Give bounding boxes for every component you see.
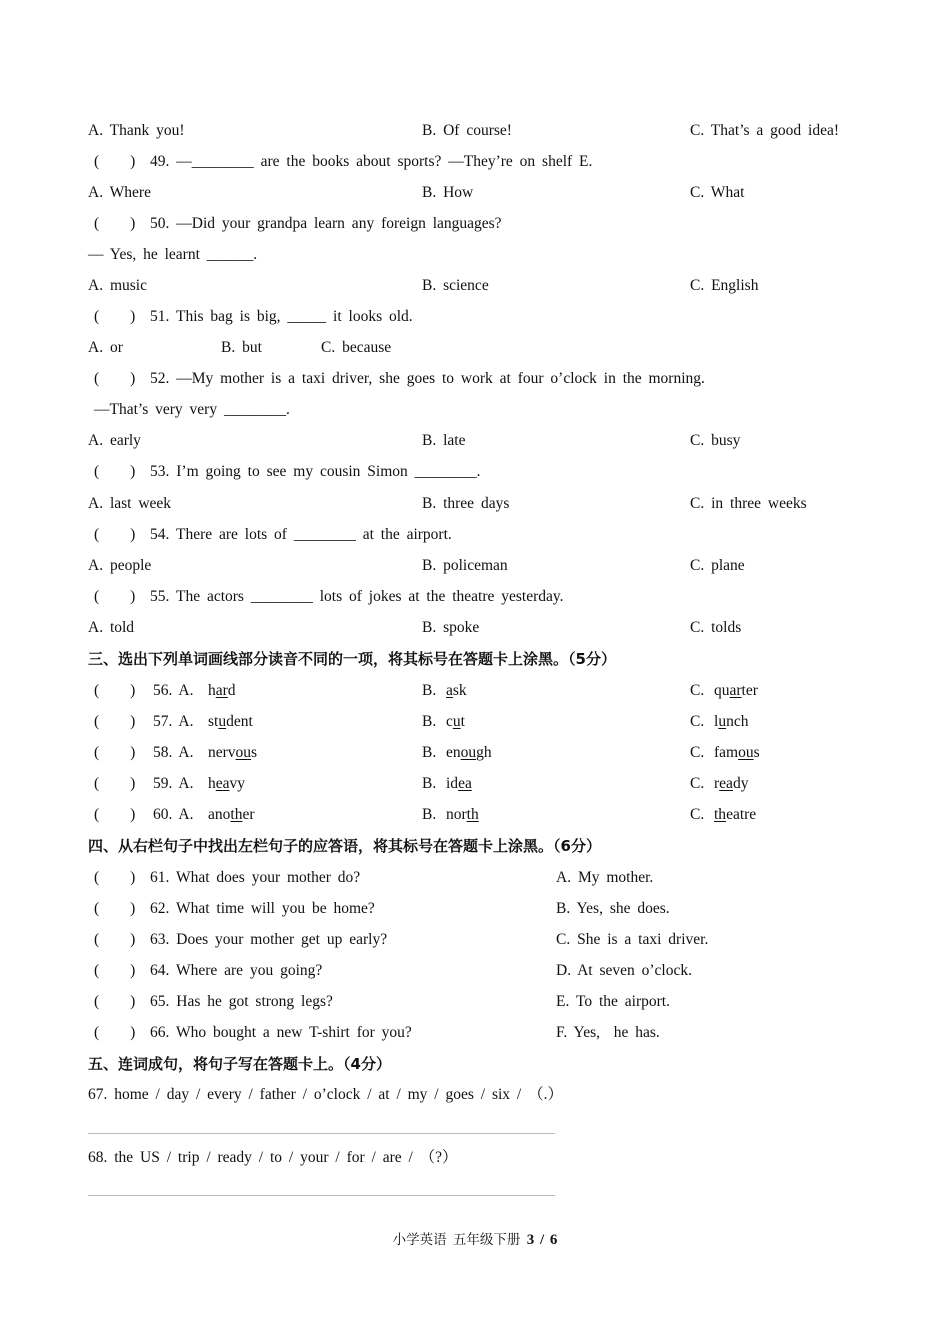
option-c: C. tolds (690, 619, 742, 636)
option-a-word: heavy (208, 775, 246, 792)
option-a: A. music (88, 277, 147, 294)
question-51 (0, 305, 950, 329)
option-b-word: north (446, 806, 479, 823)
question-49 (0, 150, 950, 174)
underlined-part: ea (215, 775, 230, 792)
q50-options (0, 274, 950, 298)
underlined-part: th (714, 806, 727, 823)
option-b: B. How (422, 184, 474, 201)
question-58 (0, 741, 950, 765)
right-answer: A. My mother. (556, 869, 654, 886)
underlined-part: th (230, 806, 243, 823)
q48-options (0, 119, 950, 143)
option-b-label: B. (422, 682, 437, 699)
answer-bracket: ( ) (94, 308, 136, 325)
underlined-part: u (218, 713, 227, 730)
option-a-word: student (208, 713, 253, 730)
scrambled-words: 67. home / day / every / father / o’clock / at / my / goes / six / （.） (88, 1086, 563, 1103)
option-c-label: C. (690, 682, 705, 699)
match-row-66 (0, 1021, 950, 1045)
section-title: 四、从右栏句子中找出左栏句子的应答语，将其标号在答题卡上涂黑。（6分） (88, 837, 601, 855)
page-number: 3 / 6 (526, 1232, 558, 1248)
question-text: 51. This bag is big, _____ it looks old. (150, 308, 413, 325)
option-c-word: theatre (714, 806, 757, 823)
question-number: 59. A. (153, 775, 194, 792)
option-b: B. Of course! (422, 122, 512, 139)
option-b-word: enough (446, 744, 492, 761)
option-b: B. late (422, 432, 466, 449)
option-a: A. last week (88, 495, 172, 512)
footer-subject: 小学英语 五年级下册 (392, 1232, 527, 1248)
option-a: A. Where (88, 184, 151, 201)
answer-bracket: ( ) (94, 713, 136, 730)
option-c-word: quarter (714, 682, 758, 699)
option-c: C. That’s a good idea! (690, 122, 840, 139)
option-b-word: idea (446, 775, 472, 792)
question-text: 54. There are lots of ________ at the airport. (150, 526, 452, 543)
option-b-word: cut (446, 713, 465, 730)
option-c-label: C. (690, 806, 705, 823)
underlined-part: ea (719, 775, 733, 792)
right-answer: F. Yes, he has. (556, 1024, 660, 1041)
answer-bracket: ( ) (94, 993, 136, 1010)
question-number: 57. A. (153, 713, 194, 730)
option-b: B. but (221, 339, 262, 356)
section-title: 三、选出下列单词画线部分读音不同的一项，将其标号在答题卡上涂黑。（5分） (88, 650, 616, 668)
option-c-word: lunch (714, 713, 749, 730)
question-number: 60. A. (153, 806, 194, 823)
answer-bracket: ( ) (94, 931, 136, 948)
q51-options (0, 336, 950, 360)
option-a: A. early (88, 432, 141, 449)
option-a-word: hard (208, 682, 236, 699)
answer-bracket: ( ) (94, 962, 136, 979)
question-number: 58. A. (153, 744, 194, 761)
question-text: 50. —Did your grandpa learn any foreign languages? (150, 215, 502, 232)
left-sentence: 63. Does your mother get up early? (150, 931, 388, 948)
question-text: 55. The actors ________ lots of jokes at the theatre yesterday. (150, 588, 564, 605)
right-answer: C. She is a taxi driver. (556, 931, 709, 948)
section-3-heading (0, 647, 950, 671)
page-footer (0, 1228, 950, 1249)
answer-bracket: ( ) (94, 463, 136, 480)
question-52-line2 (0, 398, 950, 422)
question-67 (0, 1083, 950, 1107)
question-text: — Yes, he learnt ______. (88, 246, 258, 263)
match-row-62 (0, 897, 950, 921)
underlined-part: ar (729, 682, 742, 699)
question-number: 56. A. (153, 682, 194, 699)
q49-options (0, 181, 950, 205)
answer-bracket: ( ) (94, 775, 136, 792)
q52-options (0, 429, 950, 453)
underlined-part: u (452, 713, 461, 730)
left-sentence: 65. Has he got strong legs? (150, 993, 333, 1010)
underlined-part: ar (215, 682, 228, 699)
question-50-line2 (0, 243, 950, 267)
underlined-part: ou (235, 744, 252, 761)
answer-bracket: ( ) (94, 215, 136, 232)
match-row-65 (0, 990, 950, 1014)
option-b-label: B. (422, 744, 437, 761)
answer-bracket: ( ) (94, 526, 136, 543)
option-b: B. three days (422, 495, 510, 512)
match-row-63 (0, 928, 950, 952)
question-57 (0, 710, 950, 734)
underlined-part: ou (738, 744, 754, 761)
answer-bracket: ( ) (94, 806, 136, 823)
q55-options (0, 616, 950, 640)
underlined-part: a (446, 682, 453, 699)
option-b-word: ask (446, 682, 467, 699)
question-50 (0, 212, 950, 236)
answer-bracket: ( ) (94, 370, 136, 387)
question-text: 53. I’m going to see my cousin Simon ________. (150, 463, 481, 480)
option-c: C. What (690, 184, 745, 201)
option-a-word: another (208, 806, 255, 823)
option-a: A. people (88, 557, 152, 574)
option-b-label: B. (422, 713, 437, 730)
answer-bracket: ( ) (94, 153, 136, 170)
scrambled-words: 68. the US / trip / ready / to / your / for / are / （?） (88, 1149, 458, 1166)
option-c: C. plane (690, 557, 745, 574)
question-54 (0, 523, 950, 547)
answer-line (88, 1195, 555, 1196)
q54-options (0, 554, 950, 578)
q53-options (0, 492, 950, 516)
option-c: C. English (690, 277, 759, 294)
left-sentence: 61. What does your mother do? (150, 869, 361, 886)
underlined-part: ea (458, 775, 472, 792)
option-a: A. Thank you! (88, 122, 185, 139)
section-title: 五、连词成句，将句子写在答题卡上。（4分） (88, 1055, 391, 1073)
option-b: B. policeman (422, 557, 508, 574)
question-55 (0, 585, 950, 609)
question-52 (0, 367, 950, 391)
option-c: C. in three weeks (690, 495, 807, 512)
answer-bracket: ( ) (94, 682, 136, 699)
left-sentence: 62. What time will you be home? (150, 900, 375, 917)
answer-bracket: ( ) (94, 900, 136, 917)
answer-line (88, 1133, 555, 1134)
question-text: —That’s very very ________. (94, 401, 290, 418)
section-4-heading (0, 834, 950, 858)
option-c-label: C. (690, 744, 705, 761)
option-c: C. because (321, 339, 392, 356)
left-sentence: 64. Where are you going? (150, 962, 323, 979)
answer-bracket: ( ) (94, 869, 136, 886)
question-text: 52. —My mother is a taxi driver, she goes to work at four o’clock in the morning. (150, 370, 705, 387)
right-answer: B. Yes, she does. (556, 900, 670, 917)
match-row-64 (0, 959, 950, 983)
option-c-label: C. (690, 775, 705, 792)
option-c-word: famous (714, 744, 760, 761)
underlined-part: ou (460, 744, 477, 761)
option-b-label: B. (422, 775, 437, 792)
answer-bracket: ( ) (94, 744, 136, 761)
question-56 (0, 679, 950, 703)
underlined-part: th (466, 806, 479, 823)
question-68 (0, 1146, 950, 1170)
option-b: B. spoke (422, 619, 480, 636)
right-answer: E. To the airport. (556, 993, 670, 1010)
option-b-label: B. (422, 806, 437, 823)
option-c-word: ready (714, 775, 749, 792)
question-text: 49. —________ are the books about sports? —They’re on shelf E. (150, 153, 593, 170)
underlined-part: u (718, 713, 727, 730)
question-60 (0, 803, 950, 827)
option-c-label: C. (690, 713, 705, 730)
option-a: A. or (88, 339, 123, 356)
question-53 (0, 460, 950, 484)
option-c: C. busy (690, 432, 741, 449)
answer-bracket: ( ) (94, 588, 136, 605)
left-sentence: 66. Who bought a new T-shirt for you? (150, 1024, 412, 1041)
right-answer: D. At seven o’clock. (556, 962, 692, 979)
question-59 (0, 772, 950, 796)
match-row-61 (0, 866, 950, 890)
option-a-word: nervous (208, 744, 258, 761)
option-a: A. told (88, 619, 135, 636)
answer-bracket: ( ) (94, 1024, 136, 1041)
section-5-heading (0, 1052, 950, 1076)
option-b: B. science (422, 277, 489, 294)
